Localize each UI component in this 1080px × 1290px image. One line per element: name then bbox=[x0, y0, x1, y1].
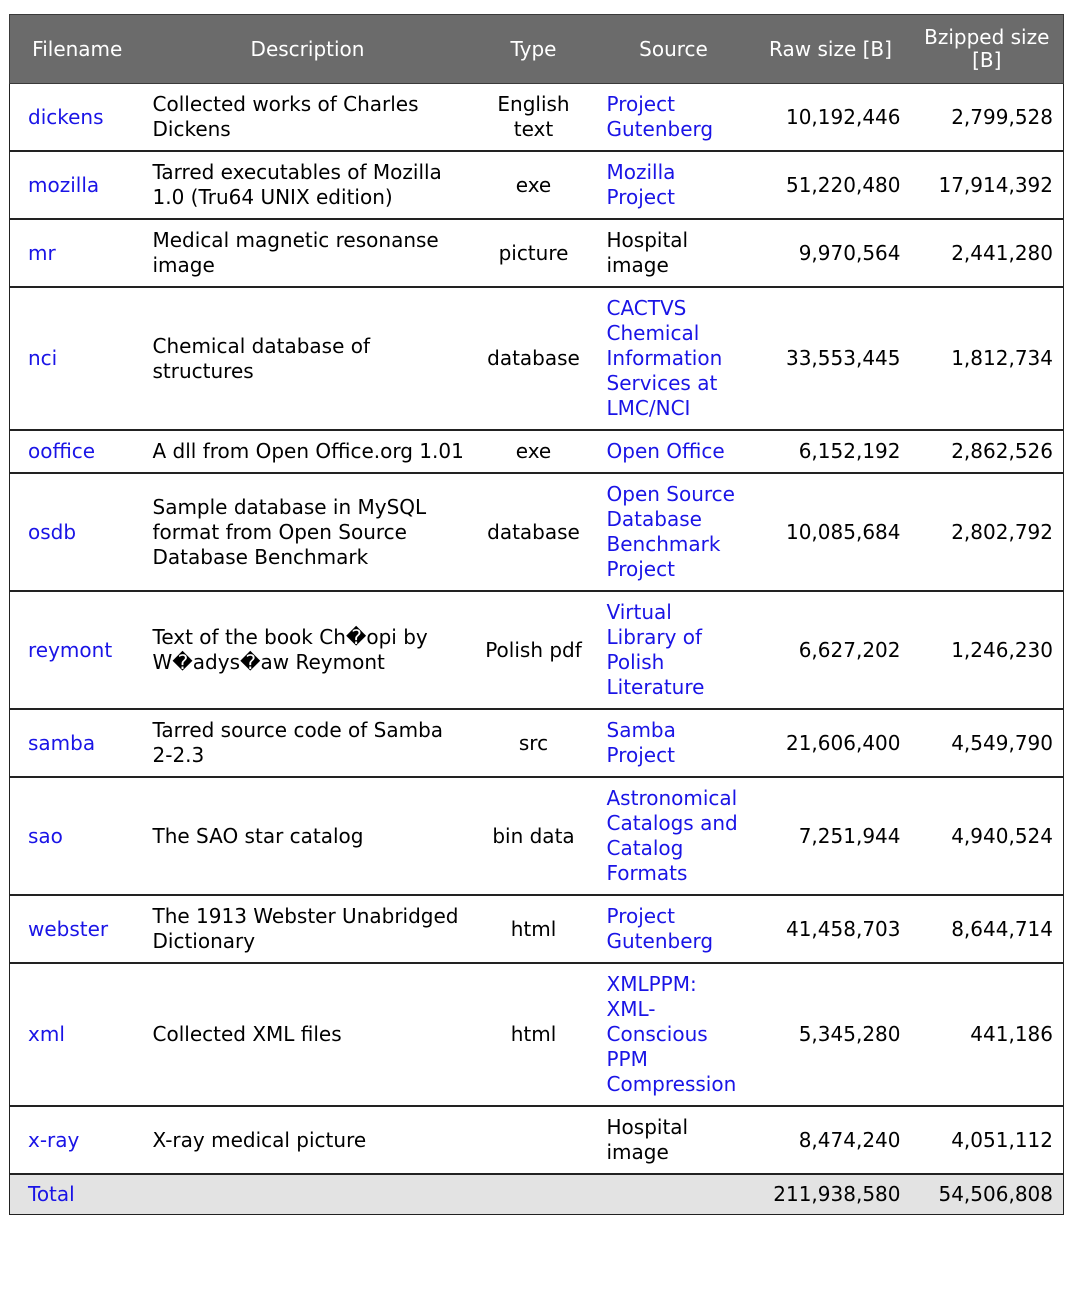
total-bzipped-size: 54,506,808 bbox=[911, 1174, 1064, 1215]
description-cell: Tarred executables of Mozilla 1.0 (Tru64 UNIX edition) bbox=[145, 151, 471, 219]
source-link[interactable]: Project Gutenberg bbox=[606, 92, 714, 141]
filename-cell[interactable] bbox=[10, 895, 145, 963]
source-link[interactable]: CACTVS Chemical Information Services at LMC/NCI bbox=[606, 296, 723, 420]
table-body bbox=[10, 84, 1064, 1215]
raw-size-cell: 8,474,240 bbox=[751, 1106, 911, 1174]
filename-cell[interactable] bbox=[10, 777, 145, 895]
source-cell[interactable] bbox=[597, 591, 751, 709]
filename-cell[interactable] bbox=[10, 84, 145, 152]
bzipped-size-cell: 441,186 bbox=[911, 963, 1064, 1106]
total-empty-cell bbox=[145, 1174, 471, 1215]
bzipped-size-cell: 2,862,526 bbox=[911, 430, 1064, 473]
table-row bbox=[10, 151, 1064, 219]
bzipped-size-cell: 4,549,790 bbox=[911, 709, 1064, 777]
type-cell: picture bbox=[471, 219, 597, 287]
description-cell: Collected XML files bbox=[145, 963, 471, 1106]
source-cell[interactable] bbox=[597, 709, 751, 777]
total-raw-size: 211,938,580 bbox=[751, 1174, 911, 1215]
filename-cell[interactable] bbox=[10, 473, 145, 591]
filename-link[interactable]: mozilla bbox=[28, 172, 100, 197]
corpus-files-table bbox=[9, 14, 1064, 1215]
header-source: Source bbox=[597, 15, 751, 84]
filename-cell[interactable] bbox=[10, 219, 145, 287]
filename-cell[interactable] bbox=[10, 287, 145, 430]
source-link[interactable]: Samba Project bbox=[606, 718, 676, 767]
description-cell: Tarred source code of Samba 2-2.3 bbox=[145, 709, 471, 777]
table-row bbox=[10, 895, 1064, 963]
filename-link[interactable]: sao bbox=[28, 823, 63, 848]
filename-link[interactable]: osdb bbox=[28, 519, 77, 544]
source-cell[interactable] bbox=[597, 777, 751, 895]
filename-cell[interactable] bbox=[10, 430, 145, 473]
table-row bbox=[10, 473, 1064, 591]
source-cell: Hospital image bbox=[597, 219, 751, 287]
bzipped-size-cell: 2,441,280 bbox=[911, 219, 1064, 287]
source-link[interactable]: Project Gutenberg bbox=[606, 904, 714, 953]
type-cell: exe bbox=[471, 430, 597, 473]
type-cell: bin data bbox=[471, 777, 597, 895]
type-cell: English text bbox=[471, 84, 597, 152]
filename-link[interactable]: dickens bbox=[28, 104, 104, 129]
description-cell: Sample database in MySQL format from Open Source Database Benchmark bbox=[145, 473, 471, 591]
table-header bbox=[10, 15, 1064, 84]
source-cell[interactable] bbox=[597, 473, 751, 591]
source-link[interactable]: Astronomical Catalogs and Catalog Formats bbox=[606, 786, 738, 885]
table-row bbox=[10, 1106, 1064, 1174]
raw-size-cell: 33,553,445 bbox=[751, 287, 911, 430]
bzipped-size-cell: 1,246,230 bbox=[911, 591, 1064, 709]
type-cell: html bbox=[471, 963, 597, 1106]
table-row bbox=[10, 287, 1064, 430]
table-row bbox=[10, 777, 1064, 895]
table-row bbox=[10, 84, 1064, 152]
source-link[interactable]: Open Source Database Benchmark Project bbox=[606, 482, 735, 581]
source-cell[interactable] bbox=[597, 430, 751, 473]
header-description: Description bbox=[145, 15, 471, 84]
description-cell: Text of the book Ch�opi by W�adys�aw Reymont bbox=[145, 591, 471, 709]
source-cell[interactable] bbox=[597, 287, 751, 430]
source-link[interactable]: Open Office bbox=[606, 439, 725, 463]
description-cell: X-ray medical picture bbox=[145, 1106, 471, 1174]
filename-cell[interactable] bbox=[10, 709, 145, 777]
table-row bbox=[10, 709, 1064, 777]
header-bzipped-size: Bzipped size [B] bbox=[911, 15, 1064, 84]
table-row bbox=[10, 591, 1064, 709]
raw-size-cell: 21,606,400 bbox=[751, 709, 911, 777]
filename-cell[interactable] bbox=[10, 591, 145, 709]
filename-link[interactable]: reymont bbox=[28, 637, 113, 662]
source-cell: Hospital image bbox=[597, 1106, 751, 1174]
type-cell: html bbox=[471, 895, 597, 963]
source-link[interactable]: Mozilla Project bbox=[606, 160, 676, 209]
raw-size-cell: 6,152,192 bbox=[751, 430, 911, 473]
description-cell: The 1913 Webster Unabridged Dictionary bbox=[145, 895, 471, 963]
type-cell: exe bbox=[471, 151, 597, 219]
description-cell: A dll from Open Office.org 1.01 bbox=[145, 430, 471, 473]
source-link[interactable]: XMLPPM: XML-Conscious PPM Compression bbox=[606, 972, 737, 1096]
bzipped-size-cell: 2,799,528 bbox=[911, 84, 1064, 152]
total-empty-cell bbox=[597, 1174, 751, 1215]
corpus-table-container bbox=[9, 14, 1063, 1215]
header-raw-size: Raw size [B] bbox=[751, 15, 911, 84]
type-cell: database bbox=[471, 473, 597, 591]
description-cell: The SAO star catalog bbox=[145, 777, 471, 895]
filename-link[interactable]: samba bbox=[28, 730, 96, 755]
filename-cell[interactable] bbox=[10, 963, 145, 1106]
table-row bbox=[10, 219, 1064, 287]
header-filename: Filename bbox=[10, 15, 145, 84]
source-cell[interactable] bbox=[597, 151, 751, 219]
bzipped-size-cell: 2,802,792 bbox=[911, 473, 1064, 591]
source-link[interactable]: Virtual Library of Polish Literature bbox=[606, 600, 705, 699]
raw-size-cell: 7,251,944 bbox=[751, 777, 911, 895]
raw-size-cell: 10,192,446 bbox=[751, 84, 911, 152]
bzipped-size-cell: 17,914,392 bbox=[911, 151, 1064, 219]
filename-link[interactable]: x-ray bbox=[28, 1127, 80, 1152]
table-row bbox=[10, 963, 1064, 1106]
raw-size-cell: 9,970,564 bbox=[751, 219, 911, 287]
bzipped-size-cell: 4,051,112 bbox=[911, 1106, 1064, 1174]
bzipped-size-cell: 8,644,714 bbox=[911, 895, 1064, 963]
raw-size-cell: 6,627,202 bbox=[751, 591, 911, 709]
bzipped-size-cell: 4,940,524 bbox=[911, 777, 1064, 895]
total-link[interactable]: Total bbox=[28, 1182, 75, 1206]
raw-size-cell: 5,345,280 bbox=[751, 963, 911, 1106]
source-cell[interactable] bbox=[597, 895, 751, 963]
filename-cell[interactable] bbox=[10, 1106, 145, 1174]
filename-cell[interactable] bbox=[10, 151, 145, 219]
header-row bbox=[10, 15, 1064, 84]
type-cell bbox=[471, 1106, 597, 1174]
total-empty-cell bbox=[471, 1174, 597, 1215]
type-cell: database bbox=[471, 287, 597, 430]
source-cell[interactable] bbox=[597, 84, 751, 152]
description-cell: Collected works of Charles Dickens bbox=[145, 84, 471, 152]
raw-size-cell: 10,085,684 bbox=[751, 473, 911, 591]
raw-size-cell: 41,458,703 bbox=[751, 895, 911, 963]
table-row bbox=[10, 430, 1064, 473]
description-cell: Chemical database of structures bbox=[145, 287, 471, 430]
source-cell[interactable] bbox=[597, 963, 751, 1106]
filename-link[interactable]: mr bbox=[28, 240, 56, 265]
type-cell: Polish pdf bbox=[471, 591, 597, 709]
total-label-cell[interactable] bbox=[10, 1174, 145, 1215]
type-cell: src bbox=[471, 709, 597, 777]
description-cell: Medical magnetic resonanse image bbox=[145, 219, 471, 287]
raw-size-cell: 51,220,480 bbox=[751, 151, 911, 219]
filename-link[interactable]: ooffice bbox=[28, 439, 96, 463]
header-type: Type bbox=[471, 15, 597, 84]
filename-link[interactable]: webster bbox=[28, 916, 109, 941]
total-row bbox=[10, 1174, 1064, 1215]
bzipped-size-cell: 1,812,734 bbox=[911, 287, 1064, 430]
filename-link[interactable]: nci bbox=[28, 346, 58, 370]
filename-link[interactable]: xml bbox=[28, 1022, 65, 1046]
